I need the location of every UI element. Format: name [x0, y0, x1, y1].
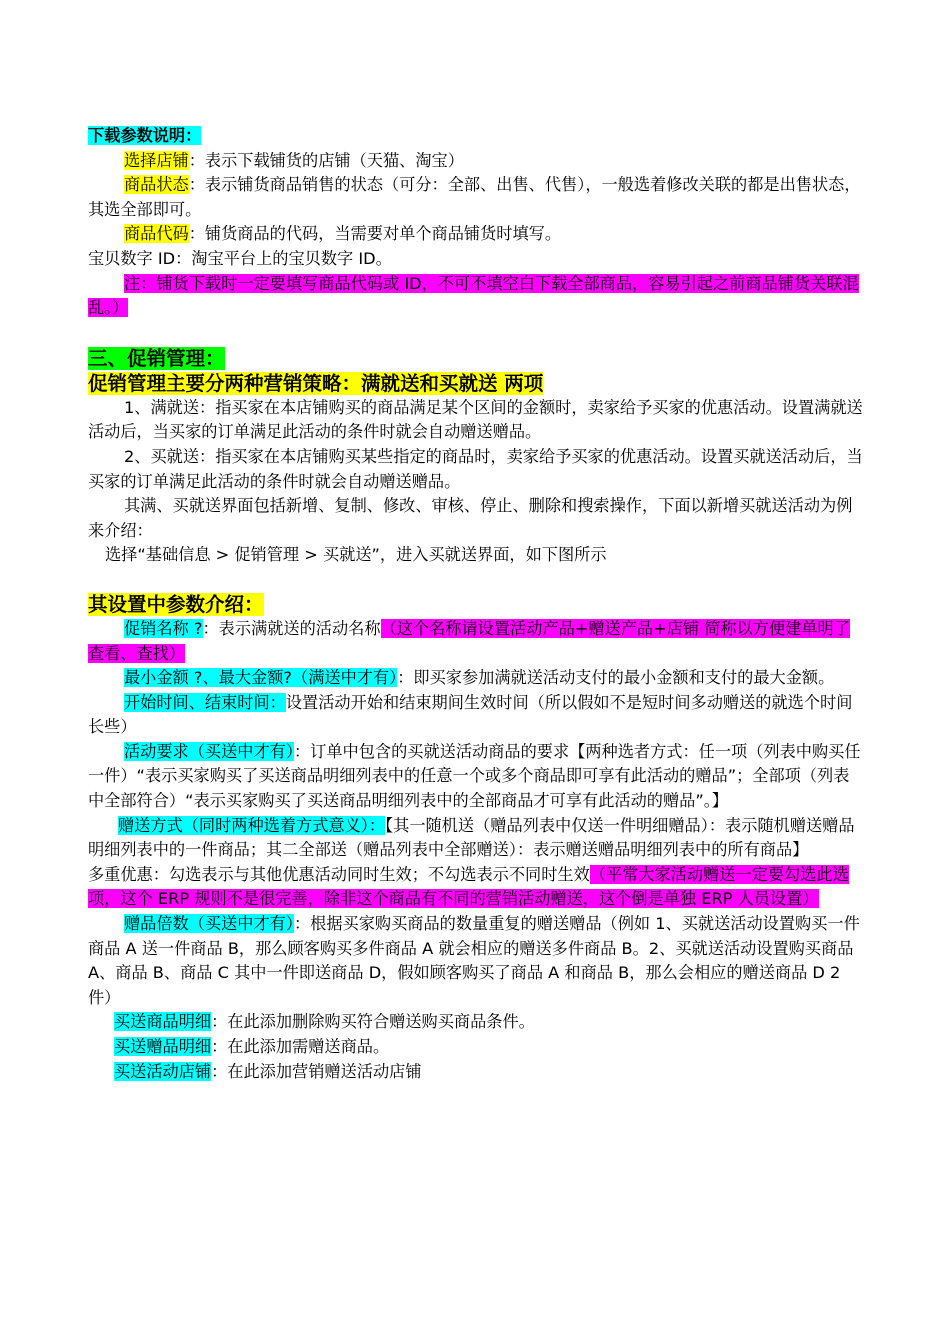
download-params-heading [88, 124, 864, 149]
download-note-text: 注：铺货下载时一定要填写商品代码或 ID，不可不填空白下载全部商品，容易引起之前商品铺货关联混乱。） [88, 273, 859, 318]
download-note [88, 272, 864, 321]
param-status-text: ：表示铺货商品销售的状态（可分：全部、出售、代售），一般选着修改关联的都是出售状态，其选全部即可。 [88, 175, 861, 219]
spacer [88, 568, 864, 592]
promo-paragraph-4: 选择“基础信息 > 促销管理 > 买就送”，进入买就送界面，如下图所示 [105, 545, 607, 565]
setting-time-text: 设置活动开始和结束期间生效时间（所以假如不是短时间多动赠送的就选个时间长些） [88, 692, 853, 737]
setting-goods [88, 1010, 864, 1035]
param-shop-text: ：表示下载铺货的店铺（天猫、淘宝） [188, 150, 464, 170]
setting-multi [88, 863, 864, 912]
setting-gift [88, 1035, 864, 1060]
setting-name-label: 促销名称 ? [124, 618, 203, 638]
setting-gift-label: 买送赠品明细 [114, 1037, 212, 1056]
setting-requirement-text: ：订单中包含的买就送活动商品的要求【两种选者方式：任一项（列表中购买任一件）“表示买家购买了买送商品明细列表中的任意一个或多个商品即可享有此活动的赠品”；全部项（列表中全部符合）“表示买家购买了买送商品明细列表中的全部商品才可享有此活动的赠品”。】 [88, 741, 861, 811]
promo-subheading [88, 371, 864, 396]
setting-mode [88, 814, 864, 863]
setting-time [88, 691, 864, 740]
promo-subheading-text: 促销管理主要分两种营销策略：满就送和买就送 两项 [88, 371, 544, 395]
document-page [88, 124, 864, 1084]
setting-mode-label: 赠送方式（同时两种选着方式意义）： [118, 815, 386, 835]
setting-amount-text: ：即买家参加满就送活动支付的最小金额和支付的最大金额。 [397, 668, 835, 688]
promo-heading [88, 346, 864, 371]
param-shop-label: 选择店铺 [124, 150, 189, 170]
param-code-label: 商品代码 [124, 224, 189, 244]
setting-requirement [88, 740, 864, 814]
setting-times-text: ：根据买家购买商品的数量重复的赠送赠品（例如 1、买就送活动设置购买一件商品 A 送一件商品 B，那么顾客购买多件商品 A 就会相应的赠送多件商品 B。2、买就送活动设置购买商品 A、商品 B、商品 C 其中一件即送商品 D，假如顾客购买了商品 A 和商品 B，那么会相应的赠送商品 D 2 件） [88, 914, 860, 1007]
promo-paragraph-3: 其满、买就送界面包括新增、复制、修改、审核、停止、删除和搜索操作，下面以新增买就送活动为例来介绍： [88, 496, 853, 540]
setting-goods-text: ：在此添加删除购买符合赠送购买商品条件。 [211, 1012, 535, 1032]
setting-store [88, 1060, 864, 1085]
setting-name-text: ：表示满就送的活动名称 [202, 618, 381, 638]
setting-amount [88, 666, 864, 691]
param-code-text: ：铺货商品的代码，当需要对单个商品铺货时填写。 [188, 224, 562, 244]
param-shop [88, 149, 864, 174]
param-status-label: 商品状态 [124, 175, 189, 195]
setting-store-text: ：在此添加营销赠送活动店铺 [211, 1061, 422, 1081]
setting-times [88, 912, 864, 1010]
setting-times-label: 赠品倍数（买送中才有） [124, 914, 294, 934]
setting-amount-label: 最小金额 ?、最大金额?（满送中才有） [124, 668, 398, 688]
param-code [88, 222, 864, 247]
promo-paragraph-1: 1、满就送：指买家在本店铺购买的商品满足某个区间的金额时，卖家给予买家的优惠活动。设置满就送活动后，当买家的订单满足此活动的条件时就会自动赠送赠品。 [88, 397, 863, 442]
setting-mode-text: 【其一随机送（赠品列表中仅送一件明细赠品）：表示随机赠送赠品明细列表中的一件商品；其二全部送（赠品列表中全部赠送）：表示赠送赠品明细列表中的所有商品】 [88, 815, 855, 860]
setting-store-label: 买送活动店铺 [114, 1061, 212, 1081]
settings-heading [88, 592, 864, 617]
download-params-heading-text: 下载参数说明： [88, 126, 202, 145]
setting-time-label: 开始时间、结束时间： [124, 692, 286, 712]
promo-heading-text: 三、促销管理： [88, 346, 225, 370]
setting-requirement-label: 活动要求（买送中才有） [124, 741, 294, 761]
setting-multi-text: 多重优惠：勾选表示与其他优惠活动同时生效；不勾选表示不同时生效 [88, 864, 590, 884]
param-item-id: 宝贝数字 ID：淘宝平台上的宝贝数字 ID。 [88, 248, 392, 268]
settings-heading-text: 其设置中参数介绍： [88, 592, 264, 616]
setting-name [88, 617, 864, 666]
promo-paragraph-2: 2、买就送：指买家在本店铺购买某些指定的商品时，卖家给予买家的优惠活动。设置买就送活动后，当买家的订单满足此活动的条件时就会自动赠送赠品。 [88, 446, 863, 491]
spacer [88, 321, 864, 346]
setting-goods-label: 买送商品明细 [114, 1012, 212, 1032]
setting-name-note: （这个名称请设置活动产品+赠送产品+店铺 简称以方便建单明了查看、查找） [88, 618, 850, 663]
setting-multi-note: （平常大家活动赠送一定要勾选此选项，这个 ERP 规则不是很完善，除非这个商品有不同的营销活动赠送，这个倒是单独 ERP 人员设置） [88, 864, 849, 909]
param-status [88, 173, 864, 222]
setting-gift-text: ：在此添加需赠送商品。 [211, 1037, 390, 1056]
